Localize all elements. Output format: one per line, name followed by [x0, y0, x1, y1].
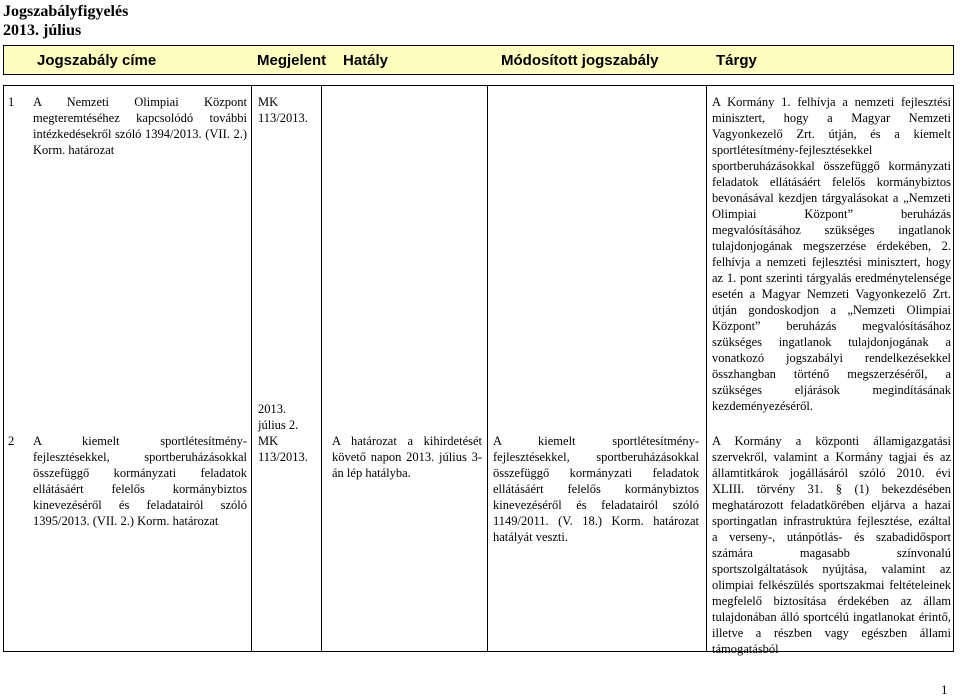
header-published: Megjelent — [257, 52, 327, 69]
row-subject: A Kormány 1. felhívja a nemzeti fejlesztési minisztert, hogy a Magyar Nemzeti Vagyonkezelő Zrt. útján, és a kiemelt sportlétesítmény-fejlesztésekkel sportberuházásokkal összefüggő kormányzati feladatok ellátásáért felelős kormánybiztos bevonásával kezdjen tárgyalásokat a „Nemzeti Olimpiai Központ” beruházás megvalósításához szükséges ingatlanok tulajdonjogának megszerzése érdekében, 2. felhívja a nemzeti fejlesztési minisztert, hogy az 1. pont szerinti tárgyalás eredménytelensége esetén a Magyar Nemzeti Vagyonkezelő Zrt. útján gondoskodjon a „Nemzeti Olimpiai Központ” beruházás megvalósításához szükséges ingatlanok tulajdonjogának a vonatkozó jogszabályi rendelkezésekkel összhangban történő megszerzéséről, a szükséges eljárások megindításának kezdeményezéséről. — [712, 95, 951, 413]
row-subject: A Kormány a központi államigazgatási szervekről, valamint a Kormány tagjai és az államtitkárok jogállásáról szóló 2010. évi XLIII. törvény 31. § (1) bekezdésében meghatározott feladatkörében eljárva a hazai sportingatlan infrastruktúra fejlesztése, ezáltal a verseny-, utánpótlás- és szabadidősport számára magasabb színvonalú sportszolgáltatások nyújtása, valamint az olimpiai felkészülés sportszakmai feltételeinek megfelelő biztosítása érdekében az állam tulajdonában álló sportcélú ingatlanokat érintő, illetve a részben vagy egészben állami támogatásból — [712, 434, 951, 656]
row-title: A kiemelt sportlétesítmény-fejlesztésekkel, sportberuházásokkal összefüggő kormányzati feladatok ellátásáért felelős kormánybiztos kinevezéséről és feladatairól szóló 1395/2013. (VII. 2.) Korm. határozat — [33, 434, 247, 528]
row-amended: A kiemelt sportlétesítmény-fejlesztésekkel, sportberuházásokkal összefüggő kormányzati feladatok ellátásáért felelős kormánybiztos kinevezéséről és feladatairól szóló 1149/2011. (V. 18.) Korm. határozat hatályát veszti. — [493, 434, 699, 544]
page-number: 1 — [941, 682, 948, 697]
column-divider — [487, 85, 488, 652]
header-effect: Hatály — [343, 52, 389, 69]
row-published: MK 113/2013. — [258, 95, 308, 125]
row-effect: A határozat a kihirdetését követő napon 2013. július 3-án lép hatályba. — [332, 434, 482, 480]
row-title: A Nemzeti Olimpiai Központ megteremtéséhez kapcsolódó további intézkedésekről szóló 1394/2013. (VII. 2.) Korm. határozat — [33, 95, 247, 157]
header-subject: Tárgy — [716, 52, 757, 69]
page-subtitle: 2013. július — [3, 22, 82, 39]
column-divider — [321, 85, 322, 652]
column-divider — [251, 85, 252, 652]
column-divider — [706, 85, 707, 652]
header-amended: Módosított jogszabály — [501, 52, 659, 69]
row-published: MK 113/2013. — [258, 434, 308, 464]
row-number: 2 — [8, 434, 15, 448]
row-number: 1 — [8, 95, 15, 109]
header-title: Jogszabály címe — [37, 52, 157, 69]
row-published-date: 2013. július 2. — [258, 402, 299, 432]
page-title: Jogszabályfigyelés — [3, 3, 129, 20]
table-header — [3, 45, 954, 75]
